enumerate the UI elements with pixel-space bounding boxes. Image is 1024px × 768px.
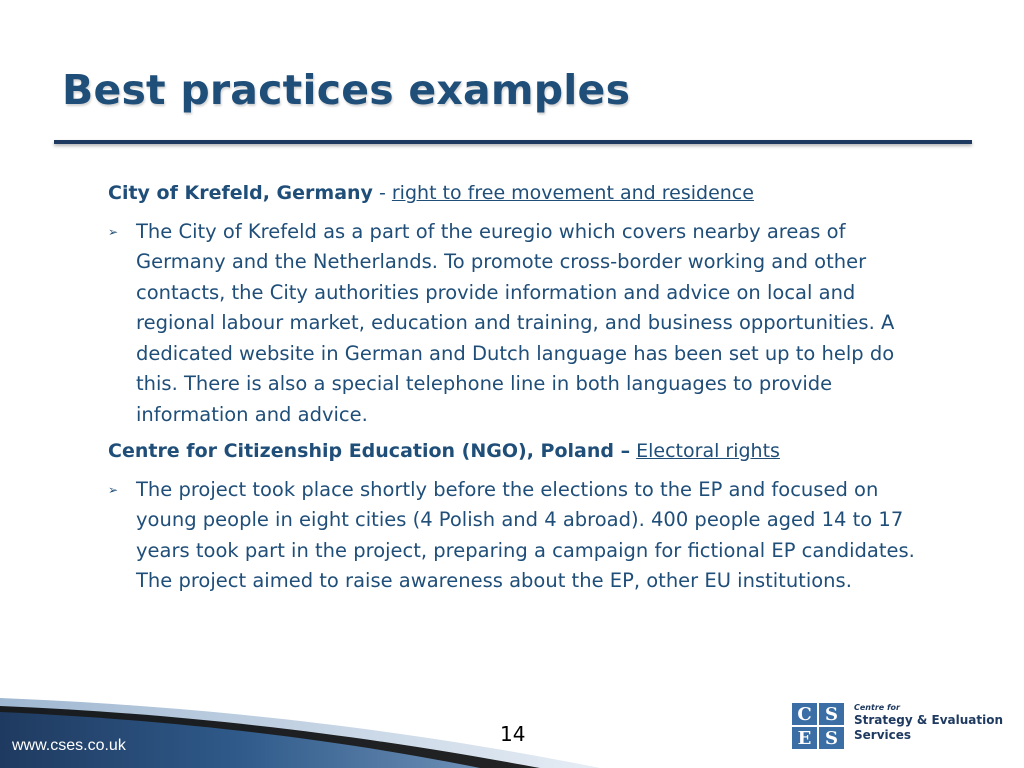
website-link[interactable]: www.cses.co.uk — [12, 737, 126, 754]
title-divider — [54, 140, 972, 144]
logo-letter: C — [792, 703, 817, 725]
logo-line3: Services — [854, 728, 912, 742]
section-heading-krefeld-strong: City of Krefeld, Germany — [108, 182, 373, 204]
logo-letter: E — [792, 727, 817, 749]
cses-logo — [792, 703, 1014, 753]
logo-letter-grid — [792, 703, 844, 749]
logo-letter: S — [819, 703, 844, 725]
slide-content — [108, 178, 938, 603]
logo-letter: S — [819, 727, 844, 749]
section-heading-poland — [108, 436, 938, 467]
bullet-poland — [108, 475, 938, 597]
logo-text — [854, 703, 1003, 743]
bullet-poland-text: The project took place shortly before the elections to the EP and focused on young people in eight cities (4 Polish and 4 abroad). 400 people aged 14 to 17 years took part in the project, preparing a campaign for fictional EP candidates. The project aimed to raise awareness about the EP, other EU institutions. — [136, 477, 915, 592]
section-heading-krefeld-separator: - — [372, 182, 392, 204]
page-number: 14 — [500, 722, 526, 746]
section-heading-krefeld — [108, 178, 938, 209]
bullet-arrow-icon: ➢ — [108, 482, 119, 497]
section-heading-poland-strong: Centre for Citizenship Education (NGO), Poland – — [108, 440, 631, 462]
bullet-krefeld — [108, 217, 938, 431]
slide-title: Best practices examples — [62, 66, 631, 114]
logo-line1: Centre for — [854, 703, 900, 712]
bullet-arrow-icon: ➢ — [108, 224, 119, 239]
logo-line2: Strategy & Evaluation — [854, 713, 1004, 727]
section-link-free-movement[interactable]: right to free movement and residence — [391, 182, 754, 204]
section-link-electoral-rights[interactable]: Electoral rights — [636, 440, 780, 462]
bullet-krefeld-text: The City of Krefeld as a part of the euregio which covers nearby areas of Germany and the Netherlands. To promote cross-border working and other contacts, the City authorities provide information and advice on local and regional labour market, education and training, and business opportunities. A dedicated website in German and Dutch language has been set up to help do this. There is also a special telephone line in both languages to provide information and advice. — [136, 219, 895, 426]
